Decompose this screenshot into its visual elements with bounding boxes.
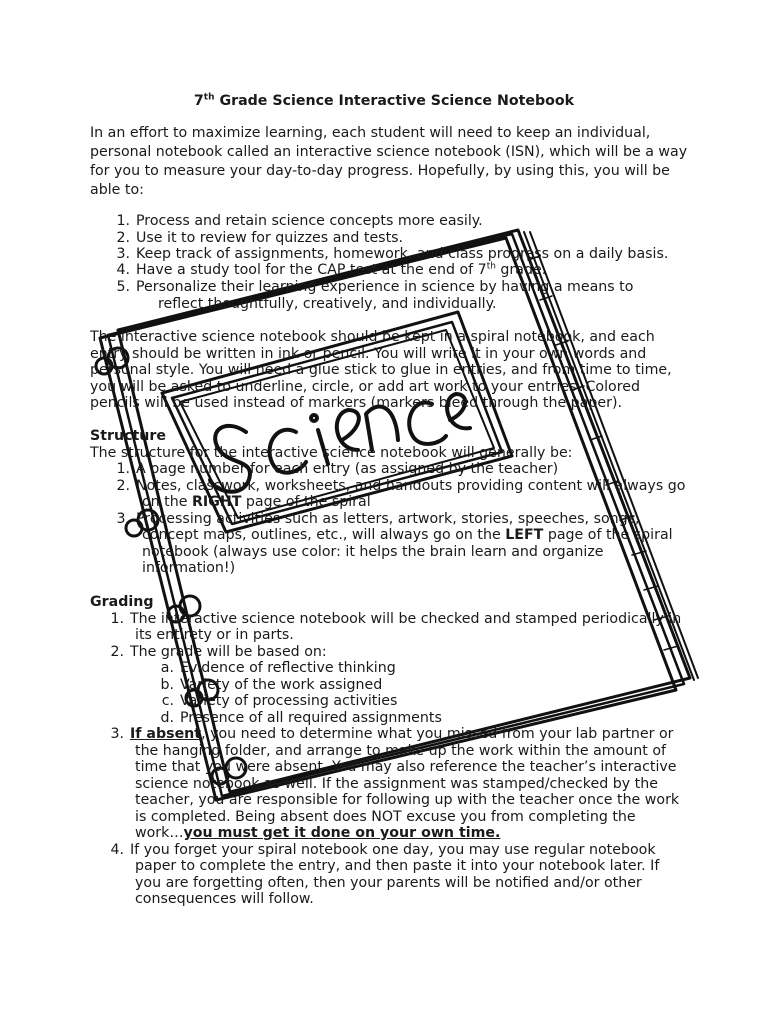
- list-item-continued: is completed. Being absent does NOT excuse you from completing the: [135, 809, 636, 825]
- list-item: 1. Process and retain science concepts more easily.: [116, 213, 483, 229]
- list-item: 5. Personalize their learning experience in science by having a means to: [116, 279, 634, 295]
- list-item-continued: science notebook as well. If the assignment was stamped/checked by the: [135, 776, 658, 792]
- list-item: 2. Use it to review for quizzes and tests.: [116, 230, 404, 246]
- list-item-continued: consequences will follow.: [135, 891, 314, 907]
- list-item-continued: time that you were absent. You may also reference the teacher’s interactive: [135, 759, 677, 775]
- paragraph-line: you will be asked to underline, circle, or add art work to your entries. Colored: [90, 379, 640, 395]
- list-item-continued: work…you must get it done on your own time.: [135, 825, 501, 841]
- list-item-continued: paper to complete the entry, and then paste it into your notebook later. If: [135, 858, 660, 874]
- paragraph-line: personal style. You will need a glue stick to glue in entries, and from time to time,: [90, 362, 672, 378]
- list-item: 2. Notes, classwork, worksheets, and handouts providing content will always go: [116, 478, 686, 494]
- sub-list-item: d. Presence of all required assignments: [160, 710, 442, 726]
- list-item: 1. The interactive science notebook will be checked and stamped periodically in: [110, 611, 682, 627]
- list-item-continued: you are forgetting often, then your parents will be notified and/or other: [135, 875, 642, 891]
- list-item: 4. Have a study tool for the CAP test at the end of 7th grade.: [116, 261, 547, 278]
- sub-list-item: b. Variety of the work assigned: [160, 677, 383, 693]
- sub-list-item: a. Evidence of reflective thinking: [160, 660, 396, 676]
- list-item: 3. If absent, you need to determine what you missed from your lab partner or: [110, 726, 674, 742]
- intro-paragraph: In an effort to maximize learning, each student will need to keep an individual, personal notebook called an interactive science notebook (ISN), which will be a way for you to measure your day-to-day progress. Hopefully, by using this, you will be able to:: [90, 125, 688, 198]
- paragraph-line: pencils will be used instead of markers (markers bleed through the paper).: [90, 395, 622, 411]
- paragraph-line: entry should be written in ink or pencil. You will write it in your own words and: [90, 346, 647, 362]
- page-title: 7th Grade Science Interactive Science Notebook: [193, 92, 575, 109]
- list-item-continued: teacher, you are responsible for following up with the teacher once the work: [135, 792, 680, 808]
- list-item-continued: its entirety or in parts.: [135, 627, 294, 643]
- list-item: 2. The grade will be based on:: [110, 644, 327, 660]
- structure-heading: Structure: [90, 428, 167, 444]
- list-item: 3. Keep track of assignments, homework, and class progress on a daily basis.: [116, 246, 669, 262]
- list-item-continued: information!): [142, 560, 236, 576]
- list-item: 3. Processing activities such as letters, artwork, stories, speeches, songs,: [116, 511, 640, 527]
- list-item-continued: reflect thoughtfully, creatively, and individually.: [158, 296, 497, 312]
- paragraph-line: The interactive science notebook should be kept in a spiral notebook, and each: [90, 329, 655, 345]
- structure-intro: The structure for the interactive science notebook will generally be:: [90, 445, 573, 461]
- list-item-continued: the hanging folder, and arrange to make up the work within the amount of: [135, 743, 666, 759]
- list-item: 1. A page number for each entry (as assigned by the teacher): [116, 461, 559, 477]
- list-item-continued: notebook (always use color: it helps the brain learn and organize: [142, 544, 604, 560]
- list-item: 4. If you forget your spiral notebook one day, you may use regular notebook: [110, 842, 656, 858]
- list-item-continued: concept maps, outlines, etc., will always go on the LEFT page of the spiral: [142, 527, 673, 543]
- sub-list-item: c. Variety of processing activities: [161, 693, 398, 709]
- list-item-continued: on the RIGHT page of the spiral: [142, 494, 371, 510]
- grading-heading: Grading: [90, 594, 154, 610]
